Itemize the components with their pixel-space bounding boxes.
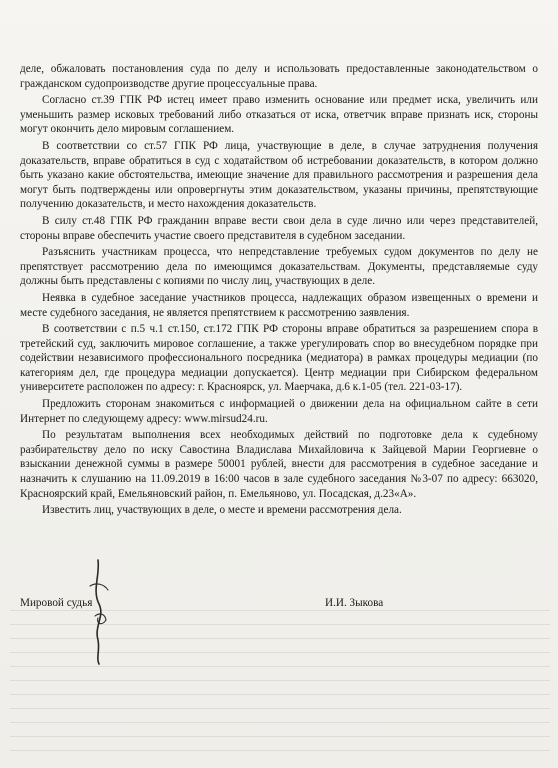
paragraph-9: По результатам выполнения всех необходимых действий по подготовке дела к судебному разбирательству дело по иску Савостина Владислава Михайловича к Зайцевой Марии Георгиевне о взыскании денежной суммы в размере 50001 рублей, внести для рассмотрения в судебное заседание и назначить к слушанию на 11.09.2019 в 16:00 часов в зале судебного заседания №3-07 по адресу: 663020, Красноярский край, Емельяновский район, п. Емельяново, ул. Посадская, д.23«А». — [20, 429, 538, 500]
paragraph-5: Разъяснить участникам процесса, что непредставление требуемых судом документов по делу не препятствует рассмотрению дела по имеющимся доказательствам. Документы, представляемые суду должны быть представлены с копиями по числу лиц, участвующих в деле. — [20, 246, 538, 288]
handwritten-signature — [78, 556, 118, 666]
paragraph-1: деле, обжаловать постановления суда по делу и использовать предоставленные законодательством о гражданском судопроизводстве другие процессуальные права. — [20, 63, 538, 90]
document-body — [20, 62, 538, 520]
judge-position: Мировой судья — [20, 597, 93, 609]
paragraph-3: В соответствии со ст.57 ГПК РФ лица, участвующие в деле, в случае затруднения получения доказательств, вправе обратиться в суд с ходатайством об истребовании доказательств, в котором должно быть указано какие обстоятельства, имеющие значение для правильного рассмотрения и разрешения дела могут быть подтверждены или опровергнуты этим доказательством, указаны причины, препятствующие получению доказательств, и место нахождения доказательств. — [20, 139, 538, 211]
paragraph-7: В соответствии с п.5 ч.1 ст.150, ст.172 ГПК РФ стороны вправе обратиться за разрешением спора в третейский суд, заключить мировое соглашение, а также урегулировать спор во внесудебном порядке при содействии независимого профессионального посредника (медиатора) в рамках процедуры медиации (по категориям дел, где процедура медиации допускается). Центр медиации при Сибирском федеральном университете расположен по адресу: г. Красноярск, ул. Маерчака, д.6 к.1-05 (тел. 221-03-17). — [20, 323, 538, 394]
paragraph-2: Согласно ст.39 ГПК РФ истец имеет право изменить основание или предмет иска, увеличить или уменьшить размер исковых требований либо отказаться от иска, ответчик вправе признать иск, стороны могут окончить дело мировым соглашением. — [20, 94, 538, 136]
paragraph-8: Предложить сторонам знакомиться с информацией о движении дела на официальном сайте в сети Интернет по следующему адресу: www.mirsud24.ru. — [20, 398, 538, 425]
paragraph-6: Неявка в судебное заседание участников процесса, надлежащих образом извещенных о времени и месте судебного заседания, не является препятствием к рассмотрению заявления. — [20, 291, 538, 319]
paragraph-10: Известить лиц, участвующих в деле, о месте и времени рассмотрения дела. — [42, 504, 402, 517]
paragraph-4: В силу ст.48 ГПК РФ гражданин вправе вести свои дела в суде лично или через представителей, стороны вправе обеспечить участие своего представителя в судебном заседании. — [20, 214, 538, 242]
judge-name: И.И. Зыкова — [325, 597, 384, 609]
